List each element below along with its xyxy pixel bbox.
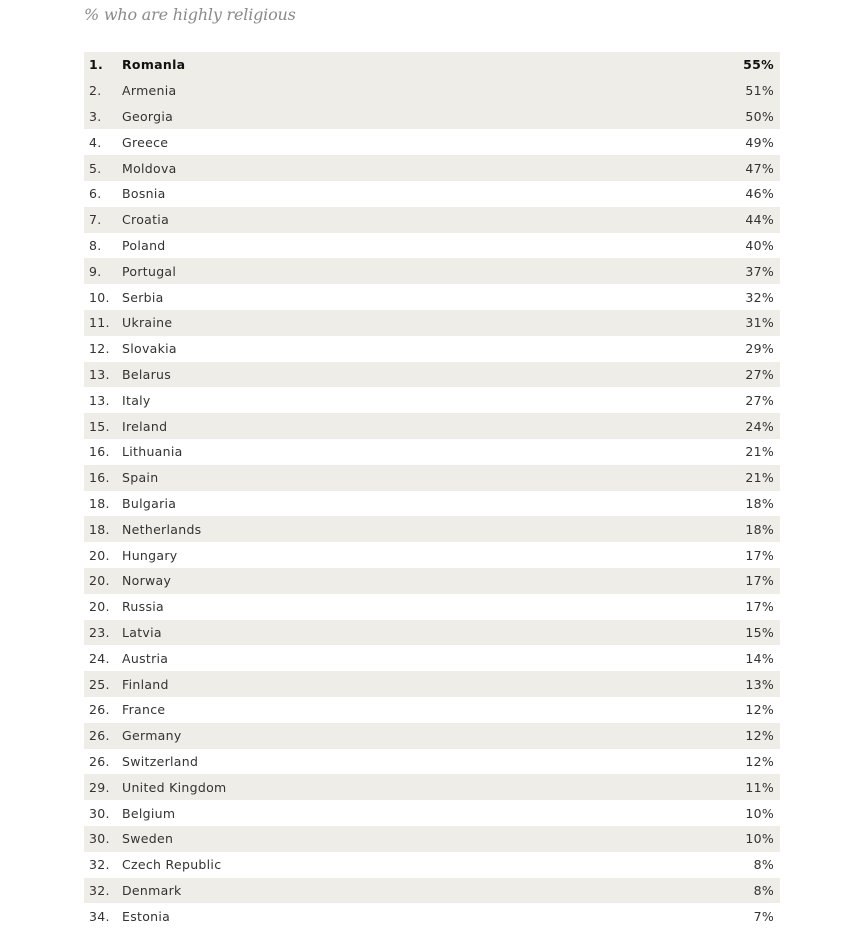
country-cell: Serbia bbox=[122, 289, 164, 305]
country-cell: Hungary bbox=[122, 547, 178, 563]
country-cell: Germany bbox=[122, 728, 182, 744]
table-row bbox=[84, 878, 780, 904]
value-cell: 37% bbox=[745, 263, 774, 279]
value-cell: 8% bbox=[753, 882, 774, 898]
country-cell: Moldova bbox=[122, 160, 177, 176]
table-row bbox=[84, 516, 780, 542]
rank-cell: 32. bbox=[89, 857, 110, 873]
country-cell: Netherlands bbox=[122, 521, 202, 537]
value-cell: 8% bbox=[753, 857, 774, 873]
rank-cell: 13. bbox=[89, 366, 110, 382]
value-cell: 10% bbox=[745, 805, 774, 821]
table-row bbox=[84, 155, 780, 181]
value-cell: 17% bbox=[745, 599, 774, 615]
value-cell: 12% bbox=[745, 753, 774, 769]
table-row bbox=[84, 542, 780, 568]
country-cell: Switzerland bbox=[122, 753, 199, 769]
country-cell: Croatia bbox=[122, 212, 170, 228]
value-cell: 27% bbox=[745, 366, 774, 382]
country-cell: Ireland bbox=[122, 418, 168, 434]
table-row bbox=[84, 491, 780, 517]
country-cell: Slovakia bbox=[122, 341, 177, 357]
rank-cell: 30. bbox=[89, 831, 110, 847]
rank-cell: 4. bbox=[89, 134, 102, 150]
rank-cell: 5. bbox=[89, 160, 102, 176]
value-cell: 14% bbox=[745, 650, 774, 666]
rank-cell: 13. bbox=[89, 392, 110, 408]
table-row bbox=[84, 439, 780, 465]
value-cell: 13% bbox=[745, 676, 774, 692]
country-cell: Bosnia bbox=[122, 186, 166, 202]
value-cell: 12% bbox=[745, 702, 774, 718]
table-row bbox=[84, 697, 780, 723]
table-row bbox=[84, 336, 780, 362]
value-cell: 15% bbox=[745, 624, 774, 640]
rank-cell: 8. bbox=[89, 237, 102, 253]
rank-cell: 29. bbox=[89, 779, 110, 795]
table-row bbox=[84, 413, 780, 439]
country-cell: Denmark bbox=[122, 882, 182, 898]
table-row bbox=[84, 52, 780, 78]
rank-cell: 25. bbox=[89, 676, 110, 692]
table-row bbox=[84, 78, 780, 104]
value-cell: 51% bbox=[745, 83, 774, 99]
rank-cell: 12. bbox=[89, 341, 110, 357]
table-row bbox=[84, 723, 780, 749]
country-cell: Poland bbox=[122, 237, 166, 253]
rank-cell: 2. bbox=[89, 83, 102, 99]
value-cell: 46% bbox=[745, 186, 774, 202]
rank-cell: 26. bbox=[89, 702, 110, 718]
rank-cell: 30. bbox=[89, 805, 110, 821]
table-row bbox=[84, 568, 780, 594]
table-row bbox=[84, 620, 780, 646]
value-cell: 11% bbox=[745, 779, 774, 795]
table-row bbox=[84, 852, 780, 878]
table-row bbox=[84, 387, 780, 413]
rank-cell: 23. bbox=[89, 624, 110, 640]
rank-cell: 26. bbox=[89, 728, 110, 744]
rank-cell: 20. bbox=[89, 547, 110, 563]
rank-cell: 10. bbox=[89, 289, 110, 305]
country-cell: Sweden bbox=[122, 831, 174, 847]
chart-subtitle: % who are highly religious bbox=[84, 5, 296, 24]
table-row bbox=[84, 903, 780, 929]
rank-cell: 26. bbox=[89, 753, 110, 769]
table-row bbox=[84, 671, 780, 697]
table-row bbox=[84, 594, 780, 620]
table-row bbox=[84, 129, 780, 155]
country-cell: Romanla bbox=[122, 57, 186, 73]
value-cell: 31% bbox=[745, 315, 774, 331]
country-cell: Armenia bbox=[122, 83, 177, 99]
rank-cell: 18. bbox=[89, 495, 110, 511]
rank-cell: 15. bbox=[89, 418, 110, 434]
rank-cell: 16. bbox=[89, 470, 110, 486]
rank-cell: 1. bbox=[89, 57, 104, 73]
value-cell: 32% bbox=[745, 289, 774, 305]
value-cell: 50% bbox=[745, 108, 774, 124]
value-cell: 17% bbox=[745, 573, 774, 589]
country-cell: Italy bbox=[122, 392, 151, 408]
country-cell: Austria bbox=[122, 650, 169, 666]
country-cell: Latvia bbox=[122, 624, 162, 640]
rank-cell: 16. bbox=[89, 444, 110, 460]
value-cell: 24% bbox=[745, 418, 774, 434]
value-cell: 12% bbox=[745, 728, 774, 744]
table-row bbox=[84, 207, 780, 233]
rank-cell: 9. bbox=[89, 263, 102, 279]
table-row bbox=[84, 774, 780, 800]
country-cell: Norway bbox=[122, 573, 172, 589]
value-cell: 40% bbox=[745, 237, 774, 253]
country-cell: Spain bbox=[122, 470, 159, 486]
ranking-table bbox=[84, 52, 780, 929]
table-row bbox=[84, 465, 780, 491]
value-cell: 7% bbox=[753, 908, 774, 924]
value-cell: 10% bbox=[745, 831, 774, 847]
table-row bbox=[84, 284, 780, 310]
value-cell: 17% bbox=[745, 547, 774, 563]
country-cell: Georgia bbox=[122, 108, 174, 124]
table-row bbox=[84, 800, 780, 826]
table-row bbox=[84, 104, 780, 130]
table-row bbox=[84, 826, 780, 852]
table-row bbox=[84, 749, 780, 775]
country-cell: United Kingdom bbox=[122, 779, 227, 795]
country-cell: Bulgaria bbox=[122, 495, 177, 511]
country-cell: Greece bbox=[122, 134, 169, 150]
table-row bbox=[84, 258, 780, 284]
country-cell: Belgium bbox=[122, 805, 176, 821]
table-row bbox=[84, 362, 780, 388]
country-cell: Finland bbox=[122, 676, 169, 692]
value-cell: 21% bbox=[745, 444, 774, 460]
value-cell: 29% bbox=[745, 341, 774, 357]
rank-cell: 32. bbox=[89, 882, 110, 898]
value-cell: 18% bbox=[745, 495, 774, 511]
country-cell: Russia bbox=[122, 599, 165, 615]
rank-cell: 20. bbox=[89, 573, 110, 589]
table-row bbox=[84, 233, 780, 259]
table-row bbox=[84, 181, 780, 207]
value-cell: 55% bbox=[743, 57, 774, 73]
rank-cell: 11. bbox=[89, 315, 110, 331]
country-cell: Belarus bbox=[122, 366, 172, 382]
rank-cell: 20. bbox=[89, 599, 110, 615]
table-row bbox=[84, 310, 780, 336]
rank-cell: 24. bbox=[89, 650, 110, 666]
value-cell: 27% bbox=[745, 392, 774, 408]
rank-cell: 7. bbox=[89, 212, 102, 228]
value-cell: 21% bbox=[745, 470, 774, 486]
country-cell: Portugal bbox=[122, 263, 177, 279]
rank-cell: 3. bbox=[89, 108, 102, 124]
value-cell: 49% bbox=[745, 134, 774, 150]
rank-cell: 6. bbox=[89, 186, 102, 202]
country-cell: France bbox=[122, 702, 166, 718]
country-cell: Ukraine bbox=[122, 315, 173, 331]
rank-cell: 34. bbox=[89, 908, 110, 924]
table-row bbox=[84, 645, 780, 671]
rank-cell: 18. bbox=[89, 521, 110, 537]
country-cell: Czech Republic bbox=[122, 857, 222, 873]
value-cell: 47% bbox=[745, 160, 774, 176]
value-cell: 18% bbox=[745, 521, 774, 537]
country-cell: Lithuania bbox=[122, 444, 183, 460]
value-cell: 44% bbox=[745, 212, 774, 228]
country-cell: Estonia bbox=[122, 908, 171, 924]
